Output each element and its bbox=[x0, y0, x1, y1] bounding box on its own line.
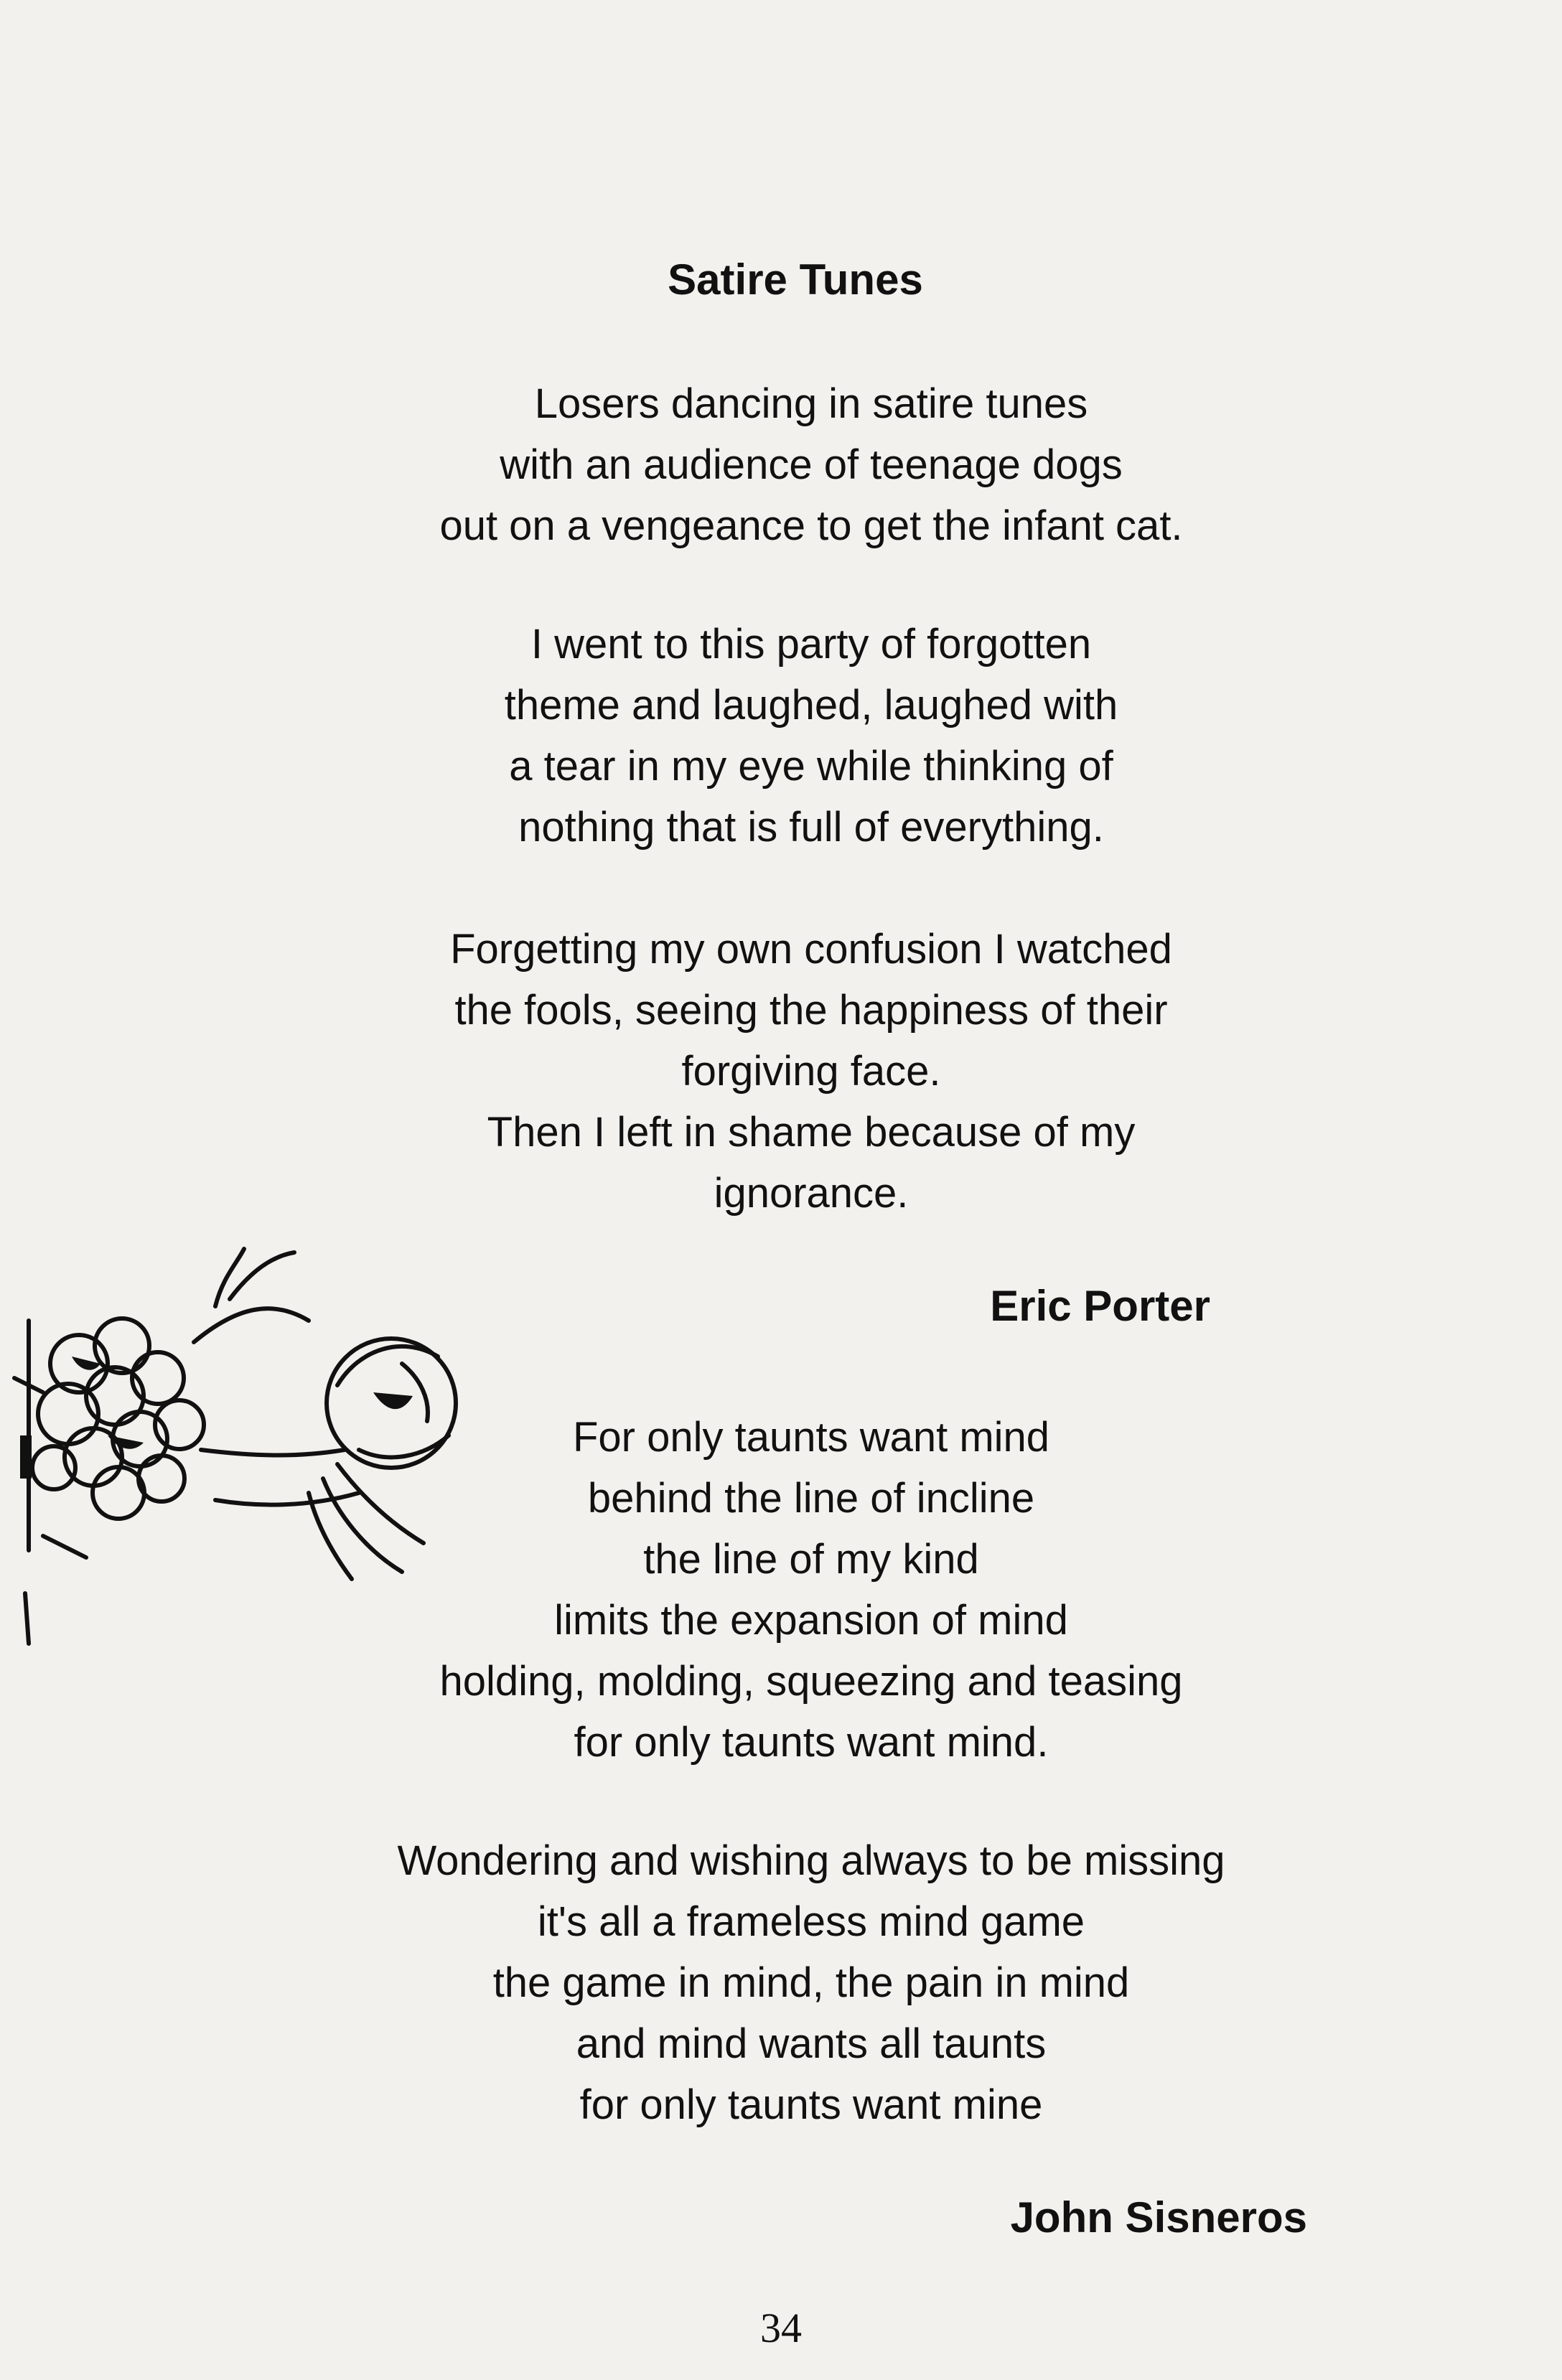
poem2-stanza-2 bbox=[309, 1830, 1314, 2135]
poem-title-text: Satire Tunes bbox=[668, 256, 923, 304]
poem-line: the game in mind, the pain in mind bbox=[492, 1959, 1130, 2006]
poem-line: Losers dancing in satire tunes bbox=[534, 380, 1088, 427]
poem-line: holding, molding, squeezing and teasing bbox=[439, 1658, 1183, 1705]
poem2-author: John Sisneros bbox=[1010, 2193, 1307, 2241]
poem-line: the fools, seeing the happiness of their bbox=[454, 987, 1168, 1034]
poem-line: the line of my kind bbox=[643, 1536, 979, 1583]
poem-line: for only taunts want mind. bbox=[574, 1719, 1049, 1766]
poem-line: nothing that is full of everything. bbox=[518, 804, 1104, 851]
poem-line: a tear in my eye while thinking of bbox=[509, 743, 1113, 790]
poem1-author: Eric Porter bbox=[990, 1282, 1210, 1330]
poem-line: it's all a frameless mind game bbox=[537, 1898, 1085, 1945]
poem-line: and mind wants all taunts bbox=[576, 2020, 1047, 2067]
poem1-stanza-2 bbox=[309, 614, 1314, 858]
poem2-stanza-1 bbox=[309, 1407, 1314, 1773]
poem-line: out on a vengeance to get the infant cat. bbox=[439, 502, 1183, 549]
poem-line: theme and laughed, laughed with bbox=[504, 682, 1118, 728]
poem-line: Forgetting my own confusion I watched bbox=[450, 926, 1172, 973]
page-number: 34 bbox=[760, 2305, 802, 2351]
poem-line: limits the expansion of mind bbox=[554, 1597, 1068, 1644]
poem-line: with an audience of teenage dogs bbox=[500, 441, 1123, 488]
poem-line: forgiving face. bbox=[681, 1048, 941, 1095]
poem1-stanza-3 bbox=[309, 919, 1314, 1224]
poem1-stanza-1 bbox=[309, 373, 1314, 556]
poem-line: For only taunts want mind bbox=[572, 1414, 1050, 1461]
poem-title bbox=[0, 255, 1562, 304]
poem-line: Wondering and wishing always to be missing bbox=[397, 1837, 1225, 1884]
poem-line: behind the line of incline bbox=[587, 1475, 1035, 1522]
poem-line: ignorance. bbox=[714, 1170, 909, 1217]
poem-line: I went to this party of forgotten bbox=[530, 621, 1092, 667]
poem-line: Then I left in shame because of my bbox=[487, 1109, 1136, 1156]
poem-line: for only taunts want mine bbox=[579, 2081, 1043, 2128]
